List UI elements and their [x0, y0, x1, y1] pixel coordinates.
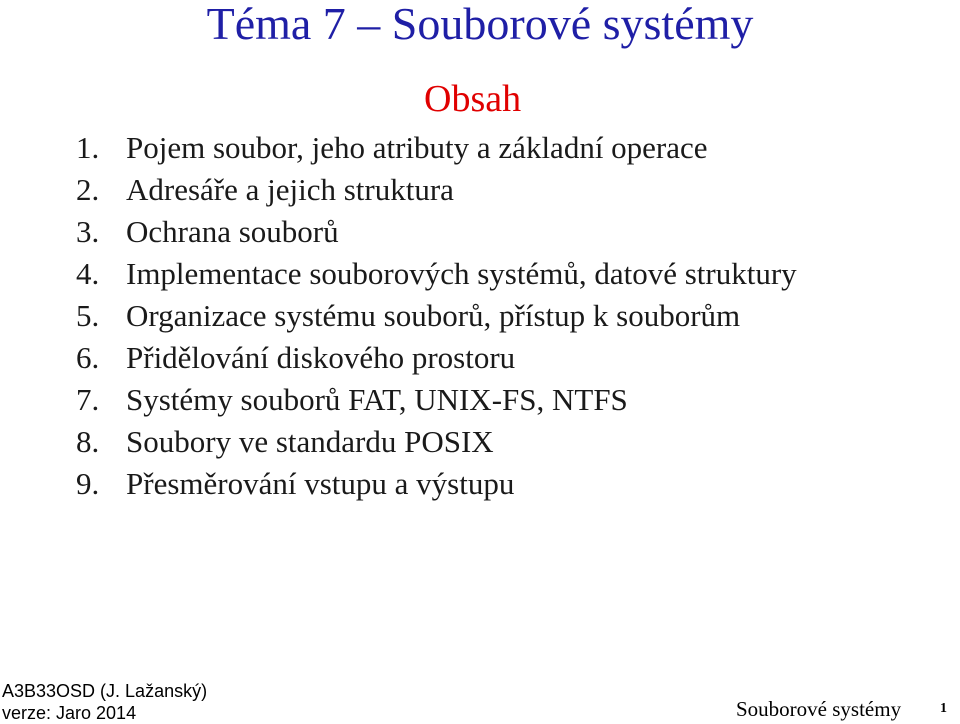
toc-item-2 — [76, 172, 896, 214]
toc-item-number: 9. — [76, 466, 100, 501]
footer-version: verze: Jaro 2014 — [2, 703, 137, 723]
toc-item-text: Přesměrování vstupu a výstupu — [126, 466, 515, 501]
toc-item-text: Ochrana souborů — [126, 214, 339, 249]
footer-course-info — [2, 680, 207, 724]
toc-item-number: 4. — [76, 256, 100, 291]
toc-item-8 — [76, 424, 896, 466]
slide-subtitle: Obsah — [424, 78, 522, 120]
toc-item-number: 5. — [76, 298, 100, 333]
table-of-contents — [76, 130, 896, 508]
toc-item-number: 2. — [76, 172, 100, 207]
footer-topic: Souborové systémy — [736, 697, 902, 721]
toc-item-5 — [76, 298, 896, 340]
toc-item-text: Implementace souborových systémů, datové struktury — [126, 256, 797, 291]
toc-item-text: Organizace systému souborů, přístup k souborům — [126, 298, 741, 333]
toc-item-number: 3. — [76, 214, 100, 249]
toc-item-3 — [76, 214, 896, 256]
page-number: 1 — [940, 701, 947, 716]
footer-course: A3B33OSD (J. Lažanský) — [2, 681, 208, 701]
toc-item-text: Systémy souborů FAT, UNIX-FS, NTFS — [126, 382, 628, 417]
toc-item-text: Soubory ve standardu POSIX — [126, 424, 494, 459]
toc-item-number: 6. — [76, 340, 100, 375]
toc-item-text: Pojem soubor, jeho atributy a základní operace — [126, 130, 708, 165]
toc-item-number: 1. — [76, 130, 100, 165]
toc-item-number: 8. — [76, 424, 100, 459]
toc-item-4 — [76, 256, 896, 298]
toc-item-number: 7. — [76, 382, 100, 417]
toc-item-6 — [76, 340, 896, 382]
toc-item-9 — [76, 466, 896, 508]
slide-title: Téma 7 – Souborové systémy — [206, 0, 754, 49]
toc-item-1 — [76, 130, 896, 172]
toc-item-7 — [76, 382, 896, 424]
toc-item-text: Adresáře a jejich struktura — [126, 172, 454, 207]
toc-item-text: Přidělování diskového prostoru — [126, 340, 516, 375]
